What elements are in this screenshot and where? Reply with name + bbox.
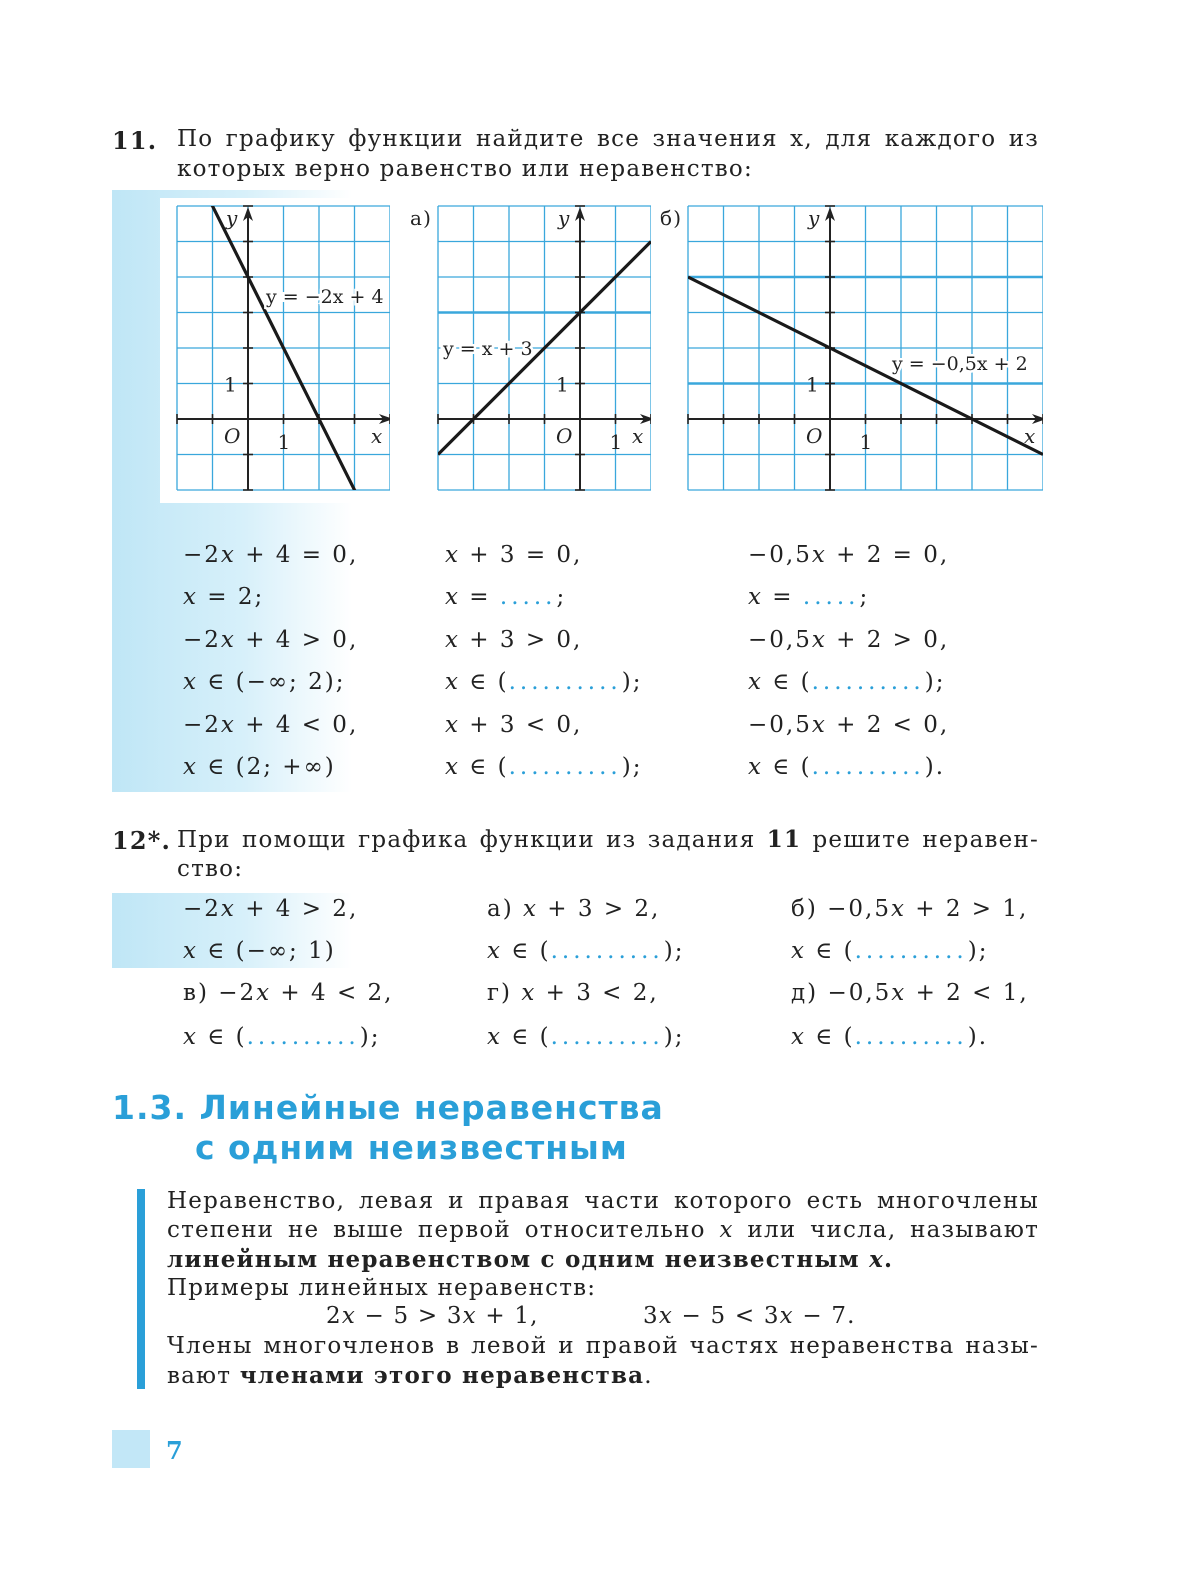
task12-cell: x ∈ (..........); bbox=[487, 1024, 685, 1050]
page-number-box bbox=[112, 1430, 150, 1468]
task11-col3-line: −0,5x + 2 = 0, bbox=[748, 542, 950, 568]
task12-cell: x ∈ (..........); bbox=[487, 938, 685, 964]
answer-blank[interactable]: .......... bbox=[550, 1024, 664, 1050]
task11-col2-line: x + 3 = 0, bbox=[445, 542, 583, 568]
task11-col3-line: −0,5x + 2 < 0, bbox=[748, 711, 950, 738]
task12-text-part1: При помощи графика функции из задания bbox=[177, 827, 767, 853]
x-axis-label: x bbox=[1024, 424, 1036, 448]
y-axis-label: y bbox=[558, 206, 570, 230]
definition-line6-end: . bbox=[644, 1363, 653, 1389]
task11-col2-line: x + 3 < 0, bbox=[445, 711, 583, 738]
definition-line1: Неравенство, левая и правая части которого есть многочлены bbox=[167, 1188, 1039, 1214]
definition-example-2: 3x − 5 < 3x − 7. bbox=[643, 1303, 856, 1329]
x-unit-label: 1 bbox=[609, 430, 623, 454]
answer-blank[interactable]: .......... bbox=[508, 754, 622, 780]
answer-blank[interactable]: .......... bbox=[854, 938, 968, 964]
answer-blank[interactable]: .......... bbox=[246, 1024, 360, 1050]
y-unit-label: 1 bbox=[224, 372, 237, 397]
definition-line6-start: вают bbox=[167, 1363, 240, 1389]
task11-col3-line: −0,5x + 2 > 0, bbox=[748, 626, 950, 653]
definition-term: линейным неравенством с одним неизвестным x. bbox=[167, 1246, 894, 1273]
task11-col1-line: −2x + 4 = 0, bbox=[183, 542, 359, 568]
answer-blank[interactable]: .......... bbox=[811, 669, 925, 696]
task11-col2-line: x = .....; bbox=[445, 584, 567, 611]
definition-example-1: 2x − 5 > 3x + 1, bbox=[326, 1303, 539, 1329]
graph-a-tag: а) bbox=[410, 206, 433, 230]
graph-linear-b bbox=[687, 205, 1043, 491]
y-axis-label: y bbox=[808, 206, 820, 230]
origin-label: O bbox=[806, 424, 823, 448]
page-number: 7 bbox=[166, 1436, 183, 1465]
answer-blank[interactable]: .......... bbox=[508, 669, 622, 696]
function-label: y = x + 3 bbox=[443, 338, 533, 360]
task12-cell: x ∈ (−∞; 1) bbox=[183, 938, 336, 964]
definition-members-term: членами этого неравенства bbox=[239, 1362, 645, 1389]
task-number-11: 11. bbox=[112, 126, 158, 155]
task12-cell: в) −2x + 4 < 2, bbox=[183, 980, 394, 1006]
task11-col3-line: x ∈ (..........); bbox=[748, 669, 946, 696]
task11-col2-line: x ∈ (..........); bbox=[445, 754, 643, 780]
function-label: y = −0,5x + 2 bbox=[892, 353, 1028, 375]
task12-text-part2: решите неравен- bbox=[801, 827, 1039, 853]
y-axis-label: y bbox=[226, 206, 238, 230]
definition-line6 bbox=[167, 1362, 653, 1389]
definition-examples-intro: Примеры линейных неравенств: bbox=[167, 1275, 597, 1301]
task12-cell: −2x + 4 > 2, bbox=[183, 896, 359, 922]
y-unit-label: 1 bbox=[556, 372, 569, 397]
task11-text-line1: По графику функции найдите все значения x, для каждого из bbox=[177, 126, 1039, 152]
task12-text-line1 bbox=[177, 826, 1039, 853]
task11-col1-line: x = 2; bbox=[183, 584, 265, 611]
function-label: y = −2x + 4 bbox=[266, 286, 384, 308]
task12-cell: x ∈ (..........); bbox=[183, 1024, 381, 1050]
task11-col2-line: x + 3 > 0, bbox=[445, 626, 583, 653]
task11-col3-line: x ∈ (..........). bbox=[748, 754, 946, 780]
graph-linear-1 bbox=[176, 205, 390, 491]
task12-text-line2: ство: bbox=[177, 856, 244, 882]
task11-col1-line: x ∈ (−∞; 2); bbox=[183, 669, 346, 696]
graph-b-tag: б) bbox=[660, 206, 683, 230]
task12-cell: б) −0,5x + 2 > 1, bbox=[791, 896, 1029, 922]
definition-line2-text: степени не выше первой относительно x или числа, называют bbox=[167, 1217, 1040, 1243]
answer-blank[interactable]: .......... bbox=[811, 754, 925, 780]
answer-blank[interactable]: .......... bbox=[854, 1024, 968, 1050]
definition-line2 bbox=[167, 1217, 1039, 1243]
x-unit-label: 1 bbox=[859, 430, 873, 454]
x-axis-label: x bbox=[371, 424, 383, 448]
definition-accent-bar bbox=[137, 1189, 145, 1389]
answer-blank[interactable]: ..... bbox=[499, 584, 557, 611]
task12-cell: x ∈ (..........); bbox=[791, 938, 989, 964]
x-axis-label: x bbox=[632, 424, 644, 448]
task12-cell: а) x + 3 > 2, bbox=[487, 896, 661, 922]
task11-col1-line: −2x + 4 > 0, bbox=[183, 626, 359, 653]
section-title-line1: 1.3. Линейные неравенства bbox=[112, 1088, 664, 1127]
graph-linear-a bbox=[437, 205, 651, 491]
task12-cell: x ∈ (..........). bbox=[791, 1024, 989, 1050]
task11-col3-line: x = .....; bbox=[748, 584, 870, 611]
answer-blank[interactable]: .......... bbox=[550, 938, 664, 964]
x-unit-label: 1 bbox=[277, 430, 291, 454]
origin-label: O bbox=[224, 424, 241, 448]
task12-ref-number: 11 bbox=[766, 826, 802, 853]
task11-col1-line: −2x + 4 < 0, bbox=[183, 711, 359, 738]
origin-label: O bbox=[556, 424, 573, 448]
task11-text-line2: которых верно равенство или неравенство: bbox=[177, 156, 753, 182]
task12-cell: д) −0,5x + 2 < 1, bbox=[791, 980, 1029, 1006]
task12-cell: г) x + 3 < 2, bbox=[487, 980, 659, 1006]
section-title-line2: с одним неизвестным bbox=[195, 1128, 628, 1167]
task11-col2-line: x ∈ (..........); bbox=[445, 669, 643, 696]
answer-blank[interactable]: ..... bbox=[802, 584, 860, 611]
y-unit-label: 1 bbox=[806, 372, 819, 397]
definition-line5: Члены многочленов в левой и правой частях неравенства назы- bbox=[167, 1333, 1039, 1359]
task11-col1-line: x ∈ (2; +∞) bbox=[183, 754, 336, 780]
task-number-12: 12*. bbox=[112, 826, 172, 855]
